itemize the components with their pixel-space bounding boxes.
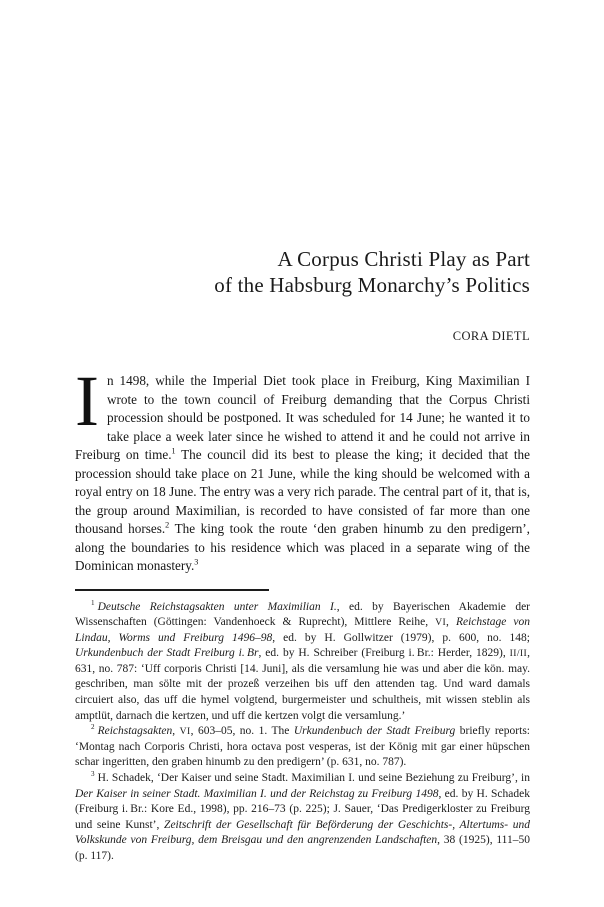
text-segment: , ed. by H. Schadek (Freiburg i. Br.: Kore Ed., 1998), pp. 216–73 (p. 225); J. Sauer, ‘Das Predigerkloster zu Freiburg und seine Kunst’, [75,787,530,831]
text-segment: Zeitschrift der Gesellschaft für Beförderung der Geschichts-, Altertums- und Volkskunde von Freiburg, dem Breisgau und den angrenzenden Landschaften [75,818,530,847]
text-segment: , 631, no. 787: ‘Uff corporis Christi [14. Juni], als die versamlung hie was und aber die kön. may. geschriben, man sölte mit der prozeß verzeihen bis uff den attenden tag. Und ward damals circuiert also, das uff die hymel volgtend, burgermeister und schultheis, mit wissen steblin als amptlüt, darnach die kertzen, und uff die kertzen volgt die versamlung.’ [75,647,530,722]
footnote-ref: 3 [194,557,199,567]
text-segment: , 38 (1925), 111–50 (p. 117). [75,834,530,862]
text-segment: H. Schadek, ‘Der Kaiser und seine Stadt. Maximilian I. und seine Beziehung zu Freiburg’, in [97,772,530,785]
text-segment: Deutsche Reichstagsakten unter Maximilian I. [97,600,337,613]
text-segment: VI [435,617,447,629]
footnote-1 [75,600,530,725]
footnotes-section [75,600,530,865]
text-segment: , 603–05, no. 1. The [190,725,294,738]
text-segment: , [446,616,456,629]
footnote-ref: 1 [171,446,176,456]
text-segment: The council did its best to please the king; it decided that the procession should take place on 21 June, while the king should be welcomed with a royal entry on 18 June. The entry was a very rich parade. The central part of it, that is, the group around Maximilian, is recorded to have consisted of far more than one thousand horses. [75,447,531,536]
footnote-2 [75,724,530,771]
text-segment: n 1498, while the Imperial Diet took place in Freiburg, King Maximilian I wrote to the town council of Freiburg demanding that the Corpus Christi procession should be postponed. It was scheduled for 14 June; he wanted it to take place a week later since he wished to attend it and he could not arrive in Freiburg on time. [75,373,530,462]
footnote-rule [75,589,269,591]
chapter-title [75,246,530,298]
chapter-title-line-1: A Corpus Christi Play as Part [277,247,530,271]
footnote-ref: 2 [165,520,170,530]
footnote-3 [75,771,530,865]
drop-cap: I [75,361,99,441]
body-paragraph [75,361,531,576]
footnote-text [75,725,530,768]
text-segment: , ed. by Bayerischen Akademie der Wissenschaften (Göttingen: Vandenhoeck & Ruprecht), Mittlere Reihe, [75,600,531,629]
text-segment: Urkundenbuch der Stadt Freiburg [293,725,456,738]
body-paragraph-text [75,361,531,573]
chapter-title-line-2: of the Habsburg Monarchy’s Politics [214,273,530,297]
text-segment: briefly reports: ‘Montag nach Corporis Christi, hora octava post vesperas, ist der König mit gar einer hüpschen schar ingeritten, den graben hinumb zu den predigern’ (p. 631, no. 787). [75,725,530,769]
text-segment: Der Kaiser in seiner Stadt. Maximilian I. und der Reichstag zu Freiburg 1498 [75,787,439,800]
text-segment: The king took the route ‘den graben hinumb zu den predigern’, along the boundaries to his residence which was placed in a separate wing of the Dominican monastery. [75,521,530,573]
text-segment: Urkundenbuch der Stadt Freiburg i. Br [75,647,259,660]
footnote-marker: 1 [91,598,95,607]
text-segment: II/II [509,648,528,660]
text-segment: VI [179,726,191,738]
text-segment: , ed. by H. Schreiber (Freiburg i. Br.: Herder, 1829), [258,647,510,660]
author-name: CORA DIETL [452,329,530,343]
footnote-marker: 2 [91,723,95,732]
footnote-text [75,598,531,722]
text-segment: , ed. by H. Gollwitzer (1979), p. 600, no. 148; [272,631,530,644]
footnote-text [75,772,530,862]
footnote-marker: 3 [91,770,95,779]
text-segment: , [172,725,180,738]
text-segment: Reichstage von Lindau, Worms und Freiburg 1496–98 [75,616,531,644]
text-segment: Reichstagsakten [97,725,173,738]
